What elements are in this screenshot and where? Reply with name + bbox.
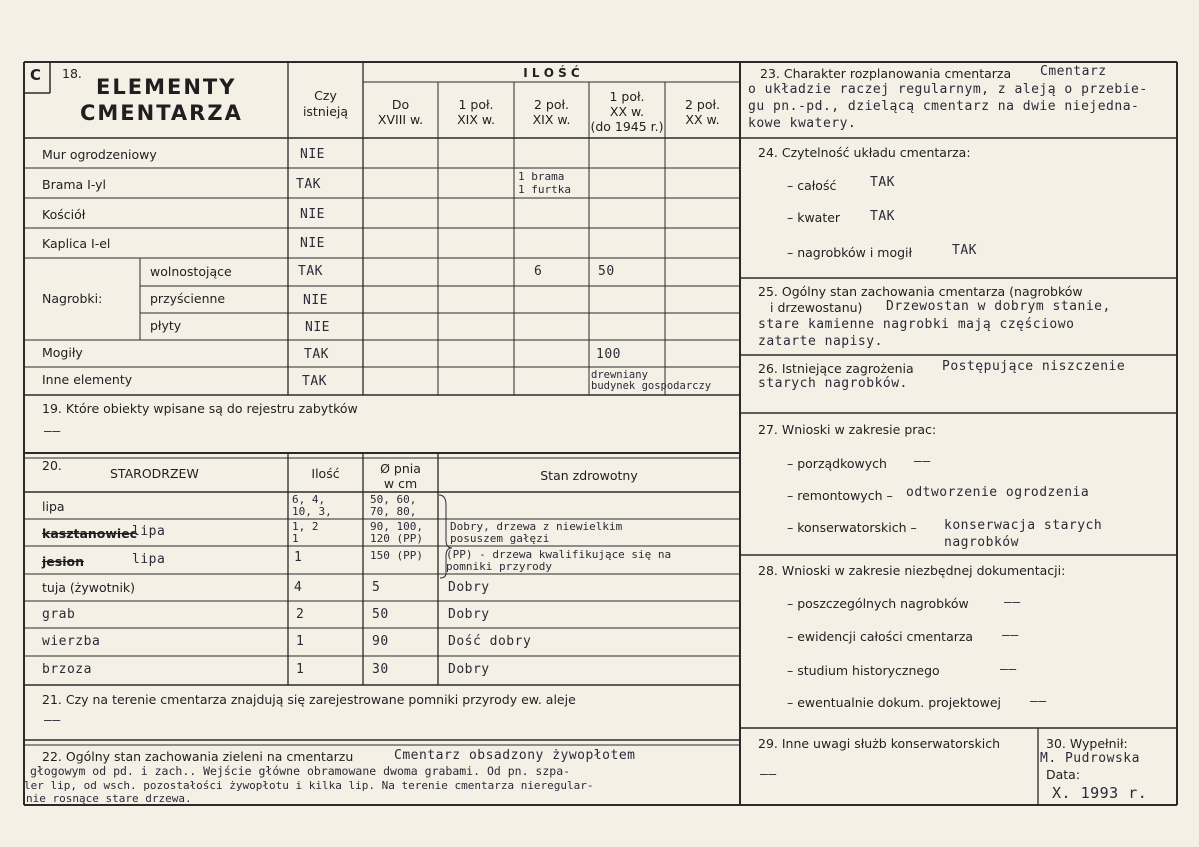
question-24: 24. Czytelność układu cmentarza: — [758, 145, 971, 160]
question-29: 29. Inne uwagi służb konserwatorskich — [758, 736, 1000, 751]
tree-diameter: 150 (PP) — [370, 549, 423, 562]
q24-label: – kwater — [787, 210, 841, 225]
row-exists-value: NIE — [300, 207, 325, 222]
row-label: Mogiły — [42, 345, 83, 360]
tree-species: tuja (żywotnik) — [42, 580, 136, 595]
question-23-answer: kowe kwatery. — [748, 116, 857, 131]
tree-species-printed: kasztanowiec — [42, 526, 138, 541]
starodrzew-qty-header: Ilość — [311, 466, 340, 481]
tree-species: lipa — [132, 552, 166, 567]
date-value: X. 1993 r. — [1052, 784, 1148, 802]
q27-value: konserwacja starych — [944, 518, 1103, 533]
row-label: Brama I-yl — [42, 177, 107, 192]
period-header: 1 poł. XIX w. — [457, 97, 495, 127]
tree-species: brzoza — [42, 662, 92, 677]
row-exists-value: TAK — [298, 264, 323, 279]
nagrobki-label: Nagrobki: — [42, 291, 103, 306]
question-20-number: 20. — [42, 458, 62, 473]
question-number-18: 18. — [62, 66, 82, 81]
q24-value: TAK — [870, 209, 895, 224]
question-21: 21. Czy na terenie cmentarza znajdują się zarejestrowane pomniki przyrody ew. aleje — [42, 692, 576, 707]
tree-species: lipa — [132, 524, 166, 539]
q28-value: —— — [1000, 662, 1017, 677]
filled-by-name: M. Pudrowska — [1040, 751, 1140, 766]
row-quantity-value: 100 — [596, 347, 621, 362]
question-23-answer: Cmentarz — [1040, 64, 1107, 79]
section-letter: C — [30, 66, 42, 84]
question-25: 25. Ogólny stan zachowania cmentarza (nagrobków — [758, 284, 1083, 299]
question-22-answer: głogowym od pd. i zach.. Wejście główne obramowane dwoma grabami. Od pn. szpa- — [30, 764, 571, 778]
q28-label: – ewentualnie dokum. projektowej — [787, 695, 1002, 710]
question-25-answer: stare kamienne nagrobki mają częściowo — [758, 317, 1075, 332]
q27-label: – konserwatorskich – — [787, 520, 917, 535]
period-header: 2 poł. XX w. — [684, 97, 721, 127]
row-exists-value: NIE — [303, 293, 328, 308]
question-28: 28. Wnioski w zakresie niezbędnej dokumentacji: — [758, 563, 1066, 578]
q28-label: – studium historycznego — [787, 663, 940, 678]
col-exists-header: Czy istnieją — [302, 88, 349, 119]
row-exists-value: NIE — [300, 236, 325, 251]
row-exists-value: TAK — [302, 374, 327, 389]
row-exists-value: NIE — [300, 147, 325, 162]
tree-species: grab — [42, 607, 76, 622]
q27-value-cont: nagrobków — [944, 535, 1019, 550]
period-header: 2 poł. XIX w. — [532, 97, 571, 127]
row-label: Kaplica I-el — [42, 236, 111, 251]
col-quantity-header: I L O Ś Ć — [523, 66, 580, 80]
q28-value: —— — [1002, 628, 1019, 643]
question-22-answer: Cmentarz obsadzony żywopłotem — [394, 748, 636, 763]
tree-diameter: 90, 100, 120 (PP) — [370, 520, 423, 546]
starodrzew-health-header: Stan zdrowotny — [540, 468, 638, 483]
q28-value: —— — [1004, 595, 1021, 610]
question-25-answer: Drzewostan w dobrym stanie, — [886, 299, 1111, 314]
tree-species-printed: jesion — [42, 554, 84, 569]
question-27: 27. Wnioski w zakresie prac: — [758, 422, 937, 437]
starodrzew-diameter-header: Ø pnia w cm — [380, 461, 421, 491]
question-21-answer: —— — [44, 713, 61, 728]
row-label: Mur ogrodzeniowy — [42, 147, 157, 162]
form-title-line2: CMENTARZA — [80, 101, 243, 125]
question-22: 22. Ogólny stan zachowania zieleni na cmentarzu — [42, 749, 354, 764]
tree-diameter: 5 — [372, 580, 381, 595]
tree-health: Dość dobry — [448, 634, 532, 649]
tree-health: (PP) - drzewa kwalifikujące się na pomniki przyrody — [446, 548, 672, 574]
q27-label: – porządkowych — [787, 456, 887, 471]
row-exists-value: TAK — [304, 347, 329, 362]
question-22-answer: nie rosnące stare drzewa. — [26, 792, 192, 805]
question-23-answer: o układzie raczej regularnym, z aleją o przebie- — [748, 82, 1148, 97]
row-exists-value: TAK — [296, 177, 321, 192]
q28-label: – ewidencji całości cmentarza — [787, 629, 974, 644]
row-label: Kościół — [42, 207, 86, 222]
q27-value: —— — [914, 454, 931, 469]
tree-qty: 1 — [296, 662, 305, 677]
q24-value: TAK — [870, 175, 895, 190]
question-23-answer: gu pn.-pd., dzielącą cmentarz na dwie niejedna- — [748, 99, 1140, 114]
starodrzew-title: STARODRZEW — [110, 466, 199, 481]
question-29-answer: —— — [760, 767, 777, 782]
question-25-cont: i drzewostanu) — [770, 300, 863, 315]
q28-label: – poszczególnych nagrobków — [787, 596, 969, 611]
tree-diameter: 90 — [372, 634, 389, 649]
form-title-line1: ELEMENTY — [96, 75, 237, 99]
question-22-answer: ler lip, od wsch. pozostałości żywopłotu i kilka lip. Na terenie cmentarza nieregular- — [24, 779, 594, 792]
row-label: płyty — [150, 318, 182, 333]
question-26-answer: starych nagrobków. — [758, 376, 908, 391]
tree-species: wierzba — [42, 634, 101, 649]
q27-value: odtworzenie ogrodzenia — [906, 485, 1090, 500]
row-label: wolnostojące — [150, 264, 232, 279]
period-header: 1 poł. XX w. (do 1945 r.) — [590, 89, 664, 134]
tree-health: Dobry — [448, 662, 490, 677]
row-quantity-value: 6 — [534, 264, 543, 279]
tree-qty: 1 — [296, 634, 305, 649]
question-26: 26. Istniejące zagrożenia — [758, 361, 914, 376]
tree-diameter: 30 — [372, 662, 389, 677]
q24-value: TAK — [952, 243, 977, 258]
tree-health: Dobry, drzewa z niewielkim posuszem gałęzi — [450, 520, 623, 546]
tree-qty: 1, 2 1 — [292, 520, 319, 546]
period-header: Do XVIII w. — [377, 97, 424, 127]
tree-qty: 6, 4, 10, 3, — [292, 493, 332, 519]
question-23: 23. Charakter rozplanowania cmentarza — [760, 66, 1012, 81]
row-quantity-value: 1 brama 1 furtka — [518, 170, 571, 196]
question-26-answer: Postępujące niszczenie — [942, 359, 1126, 374]
row-label: Inne elementy — [42, 372, 133, 387]
q24-label: – całość — [787, 178, 837, 193]
tree-health: Dobry — [448, 580, 490, 595]
date-label: Data: — [1046, 767, 1081, 782]
row-exists-value: NIE — [305, 320, 330, 335]
row-quantity-value: drewniany budynek gospodarczy — [591, 369, 712, 393]
tree-diameter: 50, 60, 70, 80, — [370, 493, 417, 519]
tree-species: lipa — [42, 499, 65, 514]
question-19-answer: —— — [44, 424, 61, 439]
question-19: 19. Które obiekty wpisane są do rejestru zabytków — [42, 401, 358, 416]
tree-health: Dobry — [448, 607, 490, 622]
tree-qty: 4 — [294, 580, 303, 595]
tree-qty: 1 — [294, 550, 303, 565]
row-label: przyścienne — [150, 291, 226, 306]
row-quantity-value: 50 — [598, 264, 615, 279]
question-25-answer: zatarte napisy. — [758, 334, 883, 349]
q28-value: —— — [1030, 694, 1047, 709]
tree-diameter: 50 — [372, 607, 389, 622]
q27-label: – remontowych – — [787, 488, 893, 503]
q24-label: – nagrobków i mogił — [787, 245, 913, 260]
question-30: 30. Wypełnił: — [1046, 736, 1128, 751]
tree-qty: 2 — [296, 607, 305, 622]
